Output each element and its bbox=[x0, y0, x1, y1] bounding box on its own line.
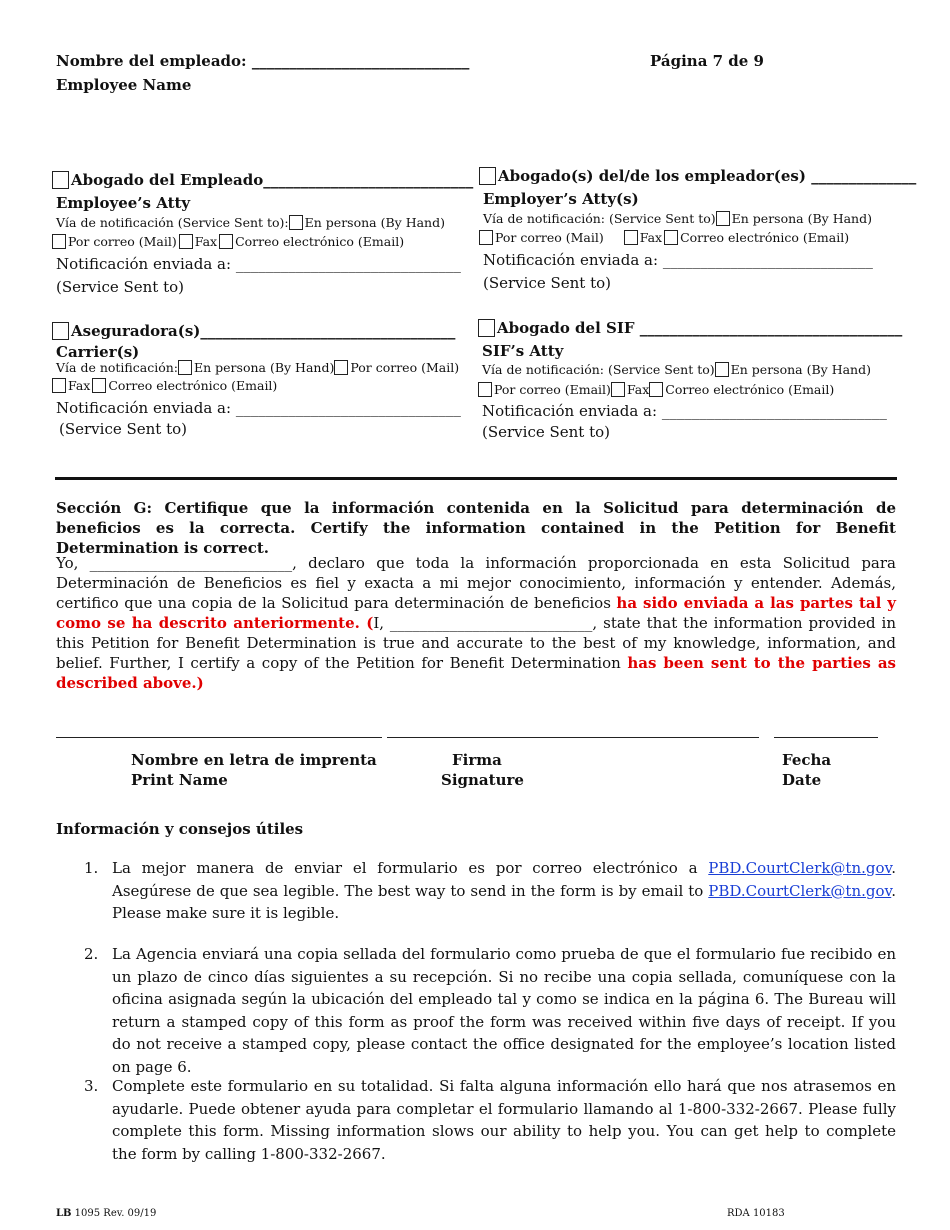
carrier-mail-checkbox[interactable] bbox=[334, 360, 348, 375]
carrier-inperson-checkbox[interactable] bbox=[178, 360, 192, 375]
section-divider bbox=[55, 477, 897, 480]
employee-atty-checkbox[interactable] bbox=[52, 171, 69, 189]
employee-atty-fax-checkbox[interactable] bbox=[179, 234, 193, 249]
sif-atty-mail-checkbox[interactable] bbox=[478, 382, 492, 397]
employer-atty-checkbox[interactable] bbox=[479, 167, 496, 185]
employer-atty-fax-checkbox[interactable] bbox=[624, 230, 638, 245]
carrier-sent-field[interactable]: ______________________________ bbox=[235, 399, 461, 417]
court-clerk-email-link-2[interactable]: PBD.CourtClerk@tn.gov bbox=[708, 881, 892, 900]
carrier-via: Vía de notificación: En persona (By Hand) Por correo (Mail) bbox=[56, 360, 460, 375]
employer-atty-email-checkbox[interactable] bbox=[664, 230, 678, 245]
carrier-methods: Fax Correo electrónico (Email) bbox=[52, 378, 277, 393]
rda-code: RDA 10183 bbox=[727, 1208, 785, 1219]
section-g-paragraph: Yo, ___________________________, declaro que toda la información proporcionada en esta Solicitud para Determinación de Beneficios es fiel y exacta a mi mejor conocimiento, información y entender. Además, certifico que una copia de la Solicitud para determinación de beneficios ha sido enviada a las partes tal y como se ha descrito anteriormente. (I, ___________________________, state that the information provided in this Petition for Benefit Determination is true and accurate to the best of my knowledge, information, and belief. Further, I certify a copy of the Petition for Benefit Determination has been sent to the parties as described above.) bbox=[56, 554, 896, 692]
carrier-subtitle: Carrier(s) bbox=[56, 343, 140, 361]
print-name-line[interactable] bbox=[56, 737, 382, 738]
sif-atty-sent-field[interactable]: ______________________________ bbox=[661, 402, 887, 420]
form-code: LB 1095 Rev. 09/19 bbox=[56, 1208, 157, 1219]
employer-atty-inperson-checkbox[interactable] bbox=[716, 211, 730, 226]
carrier-fax-checkbox[interactable] bbox=[52, 378, 66, 393]
sif-atty-inperson-checkbox[interactable] bbox=[715, 362, 729, 377]
employee-atty-sent-field[interactable]: ______________________________ bbox=[235, 255, 461, 273]
signature-label-en: Signature bbox=[441, 771, 524, 789]
sif-atty-methods: Por correo (Email) Fax Correo electrónico (Email) bbox=[478, 382, 834, 397]
carrier-title: Aseguradora(s)__________________________________ bbox=[52, 322, 455, 340]
employee-atty-email-checkbox[interactable] bbox=[219, 234, 233, 249]
employer-atty-sent-field[interactable]: ____________________________ bbox=[662, 251, 873, 269]
sif-atty-via: Vía de notificación: (Service Sent to) En persona (By Hand) bbox=[482, 362, 871, 377]
employee-name-label: Nombre del empleado: _____________________________ bbox=[56, 52, 470, 70]
carrier-email-checkbox[interactable] bbox=[92, 378, 106, 393]
court-clerk-email-link[interactable]: PBD.CourtClerk@tn.gov bbox=[708, 859, 892, 877]
carrier-checkbox[interactable] bbox=[52, 322, 69, 340]
employer-atty-sent-to: Notificación enviada a: ____________________________ bbox=[483, 251, 873, 269]
date-label: Fecha bbox=[782, 751, 832, 769]
sif-atty-sent-en: (Service Sent to) bbox=[482, 423, 611, 441]
sif-atty-sent-to: Notificación enviada a: ______________________________ bbox=[482, 402, 887, 420]
employee-atty-via: Vía de notificación (Service Sent to): En persona (By Hand) bbox=[56, 215, 445, 230]
employee-atty-title: Abogado del Empleado____________________________ bbox=[52, 171, 473, 189]
tip-item-1: 1. La mejor manera de enviar el formulario es por correo electrónico a PBD.CourtClerk@tn.gov. Asegúrese de que sea legible. The best way to send in the form is by email to PBD.CourtClerk@tn.gov. Please make sure it is legible. bbox=[84, 859, 896, 922]
employee-name-field[interactable]: _____________________________ bbox=[251, 52, 470, 70]
carrier-sent-to: Notificación enviada a: ______________________________ bbox=[56, 399, 461, 417]
employer-atty-title: Abogado(s) del/de los empleador(es) ______________ bbox=[479, 167, 916, 185]
carrier-sent-en: (Service Sent to) bbox=[59, 420, 188, 438]
employee-atty-inperson-checkbox[interactable] bbox=[289, 215, 303, 230]
employer-atty-methods: Por correo (Mail) Fax Correo electrónico (Email) bbox=[479, 230, 849, 245]
sif-atty-email-checkbox[interactable] bbox=[649, 382, 663, 397]
employee-atty-sent-en: (Service Sent to) bbox=[56, 278, 185, 296]
page-number: Página 7 de 9 bbox=[650, 52, 764, 70]
employee-atty-subtitle: Employee’s Atty bbox=[56, 194, 191, 212]
signature-label: Firma bbox=[452, 751, 502, 769]
sif-atty-subtitle: SIF’s Atty bbox=[482, 342, 564, 360]
tip-item-2: 2. La Agencia enviará una copia sellada del formulario como prueba de que el formulario fue recibido en un plazo de cinco días siguientes a su recepción. Si no recibe una copia sellada, comuníquese con la oficina asignada según la ubicación del empleado tal y como se indica en la página 6. The Bureau will return a stamped copy of this form as proof the form was received within five days of receipt. If you do not receive a stamped copy, please contact the office designated for the employee’s location listed on page 6. bbox=[84, 945, 896, 1076]
sif-atty-fax-checkbox[interactable] bbox=[611, 382, 625, 397]
sif-atty-title: Abogado del SIF ___________________________________ bbox=[478, 319, 902, 337]
employer-atty-mail-checkbox[interactable] bbox=[479, 230, 493, 245]
tip-item-3: 3. Complete este formulario en su totalidad. Si falta alguna información ello hará que nos atrasemos en ayudarle. Puede obtener ayuda para completar el formulario llamando al 1-800-332-2667. Please fully complete this form. Missing information slows our ability to help you. You can get help to complete the form by calling 1-800-332-2667. bbox=[84, 1077, 896, 1163]
print-name-label: Nombre en letra de imprenta bbox=[131, 751, 377, 769]
date-line[interactable] bbox=[774, 737, 878, 738]
section-g-heading: Sección G: Certifique que la información contenida en la Solicitud para determinación de beneficios es la correcta. Certify the information contained in the Petition for Benefit Determination is correct. bbox=[56, 499, 896, 557]
employee-atty-methods: Por correo (Mail) Fax Correo electrónico (Email) bbox=[52, 234, 404, 249]
print-name-label-en: Print Name bbox=[131, 771, 228, 789]
signature-line[interactable] bbox=[387, 737, 759, 738]
tips-heading: Información y consejos útiles bbox=[56, 820, 304, 838]
employee-atty-sent-to: Notificación enviada a: ______________________________ bbox=[56, 255, 461, 273]
sif-atty-checkbox[interactable] bbox=[478, 319, 495, 337]
date-label-en: Date bbox=[782, 771, 822, 789]
employer-atty-subtitle: Employer’s Atty(s) bbox=[483, 190, 639, 208]
employee-atty-mail-checkbox[interactable] bbox=[52, 234, 66, 249]
employee-name-label-en: Employee Name bbox=[56, 76, 192, 94]
employer-atty-via: Vía de notificación: (Service Sent to) En persona (By Hand) bbox=[483, 211, 872, 226]
employer-atty-sent-en: (Service Sent to) bbox=[483, 274, 612, 292]
